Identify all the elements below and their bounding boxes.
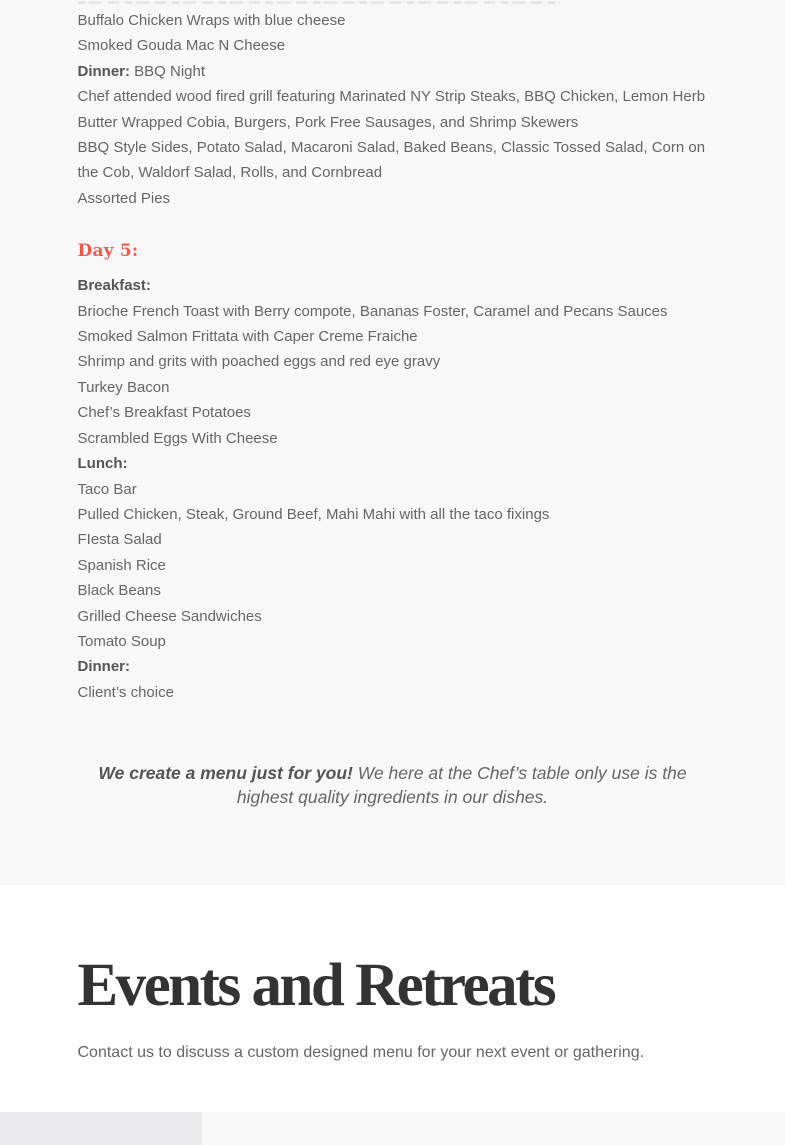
menu-item-text: Pulled Chicken, Steak, Ground Beef, Mahi Mahi with all the taco fixings <box>77 505 550 523</box>
meal-label: Lunch: <box>77 455 128 473</box>
events-container <box>77 952 708 1069</box>
menu-item-text: Black Beans <box>77 582 161 600</box>
menu-item-text: Buffalo Chicken Wraps with blue cheese <box>77 12 346 29</box>
events-heading: Events and Retreats <box>77 952 555 1019</box>
menu-item-text: BBQ Night <box>130 62 206 80</box>
menu-item-text: BBQ Style Sides, Potato Salad, Macaroni Salad, Baked Beans, Classic Tossed Salad, Corn on the Cob, Waldorf Salad, Rolls, and Cornbread <box>77 139 706 182</box>
clipped-text-remnant <box>78 1 560 4</box>
menu-item-text: Scrambled Eggs With Cheese <box>77 429 278 447</box>
menu-item-text: Brioche French Toast with Berry compote, Bananas Foster, Caramel and Pecans Sauces <box>77 302 668 320</box>
menu-item-text: FIesta Salad <box>77 531 162 549</box>
events-paragraph: Contact us to discuss a custom designed menu for your next event or gathering. <box>77 1044 645 1061</box>
menu-item-text: Assorted Pies <box>77 189 171 207</box>
menu-item-text: Tomato Soup <box>77 632 166 650</box>
menu-container <box>78 1 708 809</box>
menu-item-text: Turkey Bacon <box>77 378 170 396</box>
meal-label: Dinner: <box>77 658 130 676</box>
image-placeholder <box>0 1112 202 1145</box>
menu-item-text: Grilled Cheese Sandwiches <box>77 607 262 625</box>
meal-label: Dinner: <box>77 62 130 80</box>
menu-item-text: Smoked Gouda Mac N Cheese <box>77 37 286 55</box>
day5-menu-paragraph <box>78 273 708 705</box>
events-section <box>0 885 785 1112</box>
menu-item-text: Chef’s Breakfast Potatoes <box>77 404 251 422</box>
quote-paragraph <box>91 762 695 809</box>
day4-menu-paragraph <box>78 8 708 211</box>
day5-heading: Day 5: <box>77 241 139 262</box>
meal-label: Breakfast: <box>77 277 151 295</box>
menu-item-text: Client’s choice <box>77 683 174 701</box>
menu-item-text: Shrimp and grits with poached eggs and red eye gravy <box>77 353 441 371</box>
menu-item-text: Smoked Salmon Frittata with Caper Creme Fraiche <box>77 328 418 346</box>
menu-item-text: Chef attended wood fired grill featuring Marinated NY Strip Steaks, BBQ Chicken, Lemon Herb Butter Wrapped Cobia, Burgers, Pork Free Sausages, and Shrimp Skewers <box>77 88 706 131</box>
menu-item-text: Taco Bar <box>77 480 137 498</box>
quote-bold-text: We create a menu just for you! <box>98 763 353 784</box>
next-section-strip <box>0 1112 785 1145</box>
menu-item-text: Spanish Rice <box>77 556 166 574</box>
quote-rest-text: We here at the Chef’s table only use is the highest quality ingredients in our dishes. <box>236 763 687 807</box>
